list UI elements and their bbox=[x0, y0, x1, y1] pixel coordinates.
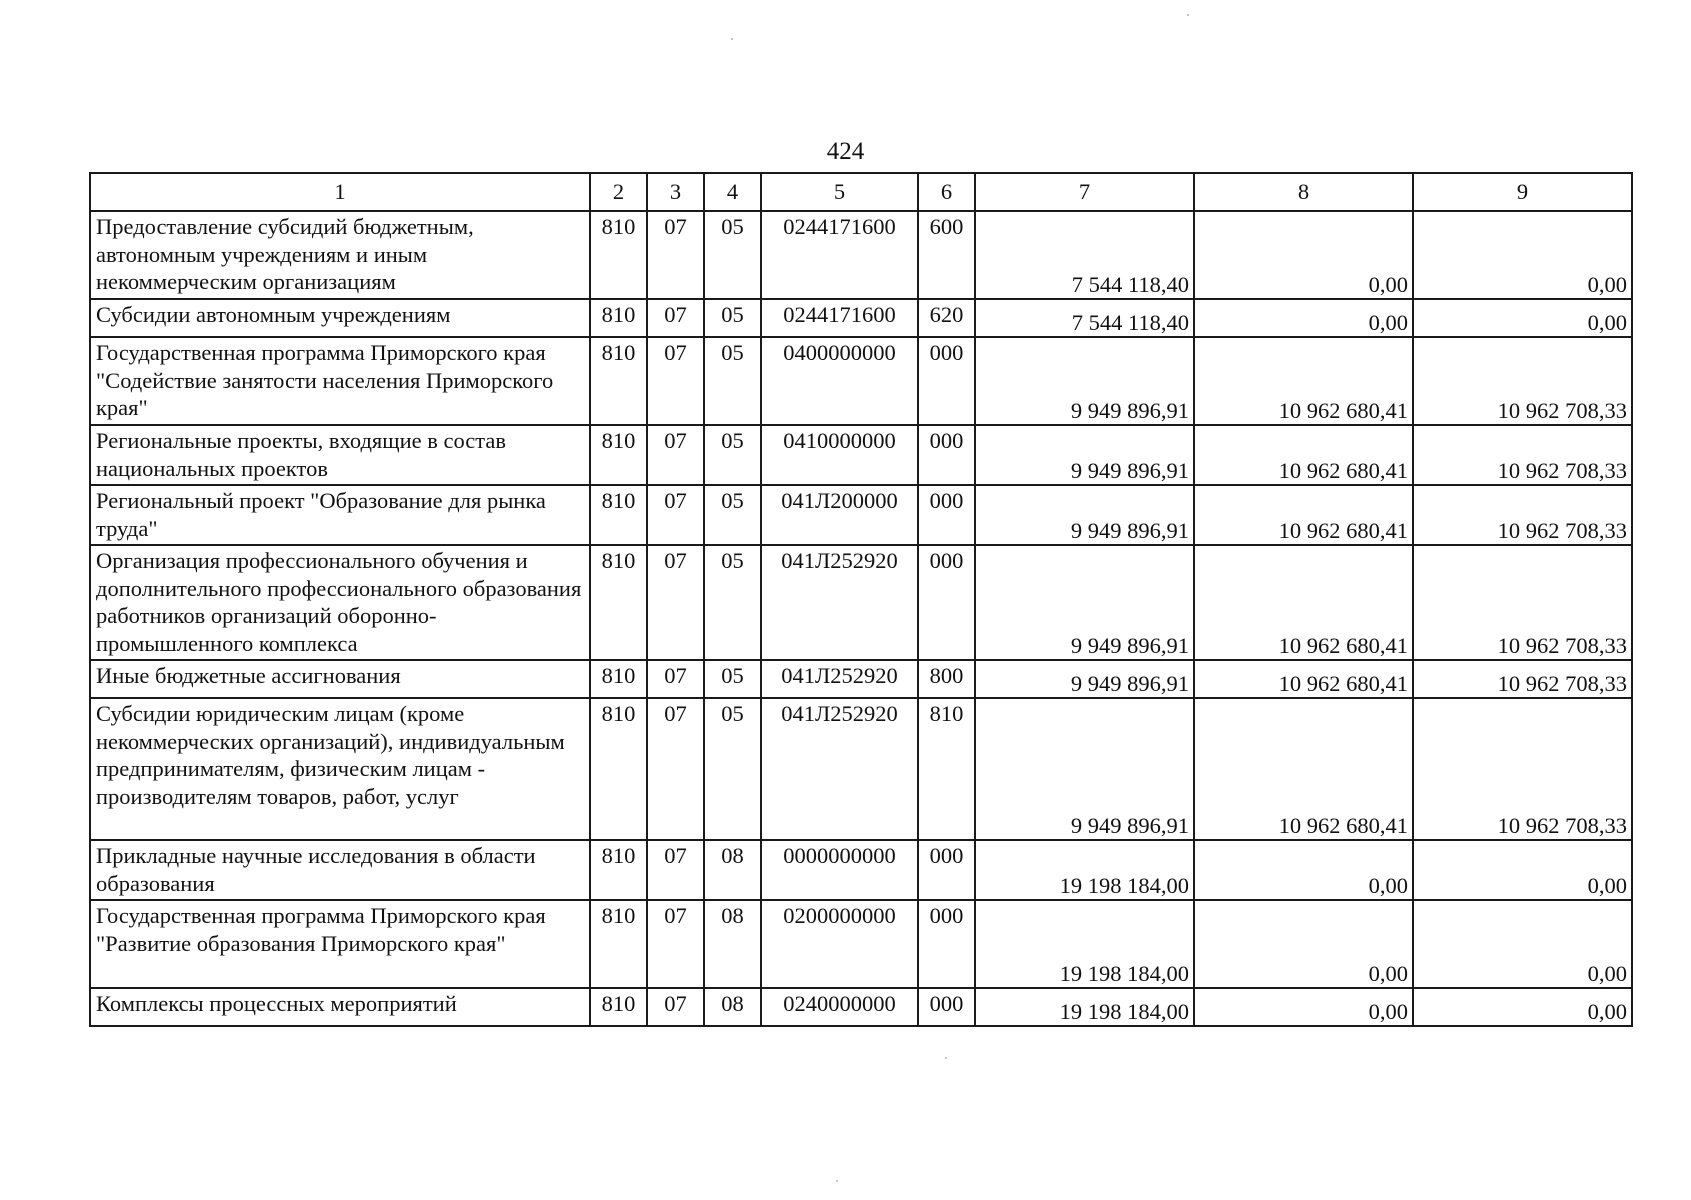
section-code: 07 bbox=[647, 900, 704, 988]
amount-col-7: 19 198 184,00 bbox=[975, 900, 1194, 988]
amount-col-8: 0,00 bbox=[1194, 900, 1413, 988]
row-name: Региональные проекты, входящие в состав национальных проектов bbox=[90, 425, 590, 485]
scan-speck bbox=[1187, 14, 1189, 16]
ministry-code: 810 bbox=[590, 660, 647, 698]
expense-type-code: 620 bbox=[918, 299, 975, 337]
row-name: Комплексы процессных мероприятий bbox=[90, 988, 590, 1026]
table-row bbox=[90, 900, 1632, 988]
expense-type-code: 600 bbox=[918, 211, 975, 299]
scan-speck bbox=[945, 1057, 947, 1059]
ministry-code: 810 bbox=[590, 900, 647, 988]
ministry-code: 810 bbox=[590, 425, 647, 485]
amount-col-9: 0,00 bbox=[1413, 840, 1632, 900]
header-cell: 3 bbox=[647, 173, 704, 211]
amount-col-9: 0,00 bbox=[1413, 299, 1632, 337]
section-code: 07 bbox=[647, 988, 704, 1026]
ministry-code: 810 bbox=[590, 840, 647, 900]
header-cell: 4 bbox=[704, 173, 761, 211]
subsection-code: 05 bbox=[704, 337, 761, 425]
header-cell: 6 bbox=[918, 173, 975, 211]
expense-type-code: 000 bbox=[918, 900, 975, 988]
header-cell: 7 bbox=[975, 173, 1194, 211]
ministry-code: 810 bbox=[590, 299, 647, 337]
target-code: 0200000000 bbox=[761, 900, 918, 988]
row-name: Государственная программа Приморского края "Содействие занятости населения Приморского края" bbox=[90, 337, 590, 425]
subsection-code: 05 bbox=[704, 299, 761, 337]
row-name: Региональный проект "Образование для рынка труда" bbox=[90, 485, 590, 545]
header-cell: 8 bbox=[1194, 173, 1413, 211]
table-row bbox=[90, 425, 1632, 485]
table-row bbox=[90, 660, 1632, 698]
section-code: 07 bbox=[647, 660, 704, 698]
amount-col-8: 0,00 bbox=[1194, 840, 1413, 900]
subsection-code: 08 bbox=[704, 988, 761, 1026]
target-code: 0244171600 bbox=[761, 211, 918, 299]
table-row bbox=[90, 299, 1632, 337]
ministry-code: 810 bbox=[590, 337, 647, 425]
amount-col-8: 10 962 680,41 bbox=[1194, 698, 1413, 840]
amount-col-8: 10 962 680,41 bbox=[1194, 545, 1413, 660]
row-name: Государственная программа Приморского края "Развитие образования Приморского края" bbox=[90, 900, 590, 988]
expense-type-code: 810 bbox=[918, 698, 975, 840]
expense-type-code: 000 bbox=[918, 840, 975, 900]
table-row bbox=[90, 840, 1632, 900]
amount-col-8: 10 962 680,41 bbox=[1194, 337, 1413, 425]
subsection-code: 05 bbox=[704, 425, 761, 485]
budget-table bbox=[89, 172, 1633, 1027]
amount-col-7: 9 949 896,91 bbox=[975, 425, 1194, 485]
amount-col-9: 0,00 bbox=[1413, 900, 1632, 988]
amount-col-7: 9 949 896,91 bbox=[975, 698, 1194, 840]
row-name: Субсидии автономным учреждениям bbox=[90, 299, 590, 337]
header-cell: 2 bbox=[590, 173, 647, 211]
expense-type-code: 000 bbox=[918, 988, 975, 1026]
target-code: 041Л252920 bbox=[761, 545, 918, 660]
row-name: Прикладные научные исследования в области образования bbox=[90, 840, 590, 900]
subsection-code: 05 bbox=[704, 485, 761, 545]
section-code: 07 bbox=[647, 545, 704, 660]
amount-col-8: 0,00 bbox=[1194, 211, 1413, 299]
header-row bbox=[90, 173, 1632, 211]
target-code: 0000000000 bbox=[761, 840, 918, 900]
target-code: 041Л252920 bbox=[761, 698, 918, 840]
amount-col-8: 10 962 680,41 bbox=[1194, 660, 1413, 698]
amount-col-7: 9 949 896,91 bbox=[975, 485, 1194, 545]
amount-col-9: 0,00 bbox=[1413, 211, 1632, 299]
ministry-code: 810 bbox=[590, 698, 647, 840]
section-code: 07 bbox=[647, 698, 704, 840]
table-row bbox=[90, 211, 1632, 299]
amount-col-9: 10 962 708,33 bbox=[1413, 698, 1632, 840]
expense-type-code: 000 bbox=[918, 545, 975, 660]
amount-col-9: 10 962 708,33 bbox=[1413, 485, 1632, 545]
ministry-code: 810 bbox=[590, 988, 647, 1026]
section-code: 07 bbox=[647, 485, 704, 545]
expense-type-code: 800 bbox=[918, 660, 975, 698]
expense-type-code: 000 bbox=[918, 485, 975, 545]
section-code: 07 bbox=[647, 211, 704, 299]
amount-col-7: 7 544 118,40 bbox=[975, 299, 1194, 337]
scan-speck bbox=[731, 38, 733, 40]
amount-col-9: 10 962 708,33 bbox=[1413, 425, 1632, 485]
page-number: 424 bbox=[826, 138, 865, 165]
row-name: Организация профессионального обучения и дополнительного профессионального образования работников организаций оборонно-промышленного комплекса bbox=[90, 545, 590, 660]
amount-col-7: 9 949 896,91 bbox=[975, 660, 1194, 698]
amount-col-7: 19 198 184,00 bbox=[975, 988, 1194, 1026]
amount-col-8: 10 962 680,41 bbox=[1194, 485, 1413, 545]
target-code: 0410000000 bbox=[761, 425, 918, 485]
subsection-code: 05 bbox=[704, 545, 761, 660]
amount-col-7: 19 198 184,00 bbox=[975, 840, 1194, 900]
amount-col-8: 0,00 bbox=[1194, 299, 1413, 337]
amount-col-9: 0,00 bbox=[1413, 988, 1632, 1026]
expense-type-code: 000 bbox=[918, 425, 975, 485]
header-cell: 5 bbox=[761, 173, 918, 211]
amount-col-9: 10 962 708,33 bbox=[1413, 660, 1632, 698]
ministry-code: 810 bbox=[590, 211, 647, 299]
target-code: 0240000000 bbox=[761, 988, 918, 1026]
expense-type-code: 000 bbox=[918, 337, 975, 425]
subsection-code: 08 bbox=[704, 900, 761, 988]
ministry-code: 810 bbox=[590, 545, 647, 660]
table-row bbox=[90, 988, 1632, 1026]
header-cell: 1 bbox=[90, 173, 590, 211]
section-code: 07 bbox=[647, 840, 704, 900]
section-code: 07 bbox=[647, 299, 704, 337]
target-code: 041Л200000 bbox=[761, 485, 918, 545]
table-row bbox=[90, 545, 1632, 660]
table-row bbox=[90, 485, 1632, 545]
target-code: 0244171600 bbox=[761, 299, 918, 337]
subsection-code: 05 bbox=[704, 211, 761, 299]
subsection-code: 05 bbox=[704, 660, 761, 698]
subsection-code: 08 bbox=[704, 840, 761, 900]
amount-col-8: 0,00 bbox=[1194, 988, 1413, 1026]
row-name: Субсидии юридическим лицам (кроме некоммерческих организаций), индивидуальным предпринимателям, физическим лицам - производителям товаров, работ, услуг bbox=[90, 698, 590, 840]
ministry-code: 810 bbox=[590, 485, 647, 545]
amount-col-9: 10 962 708,33 bbox=[1413, 337, 1632, 425]
header-cell: 9 bbox=[1413, 173, 1632, 211]
row-name: Иные бюджетные ассигнования bbox=[90, 660, 590, 698]
row-name: Предоставление субсидий бюджетным, автономным учреждениям и иным некоммерческим организациям bbox=[90, 211, 590, 299]
amount-col-7: 9 949 896,91 bbox=[975, 545, 1194, 660]
section-code: 07 bbox=[647, 425, 704, 485]
amount-col-7: 7 544 118,40 bbox=[975, 211, 1194, 299]
table-row bbox=[90, 698, 1632, 840]
amount-col-7: 9 949 896,91 bbox=[975, 337, 1194, 425]
amount-col-9: 10 962 708,33 bbox=[1413, 545, 1632, 660]
target-code: 041Л252920 bbox=[761, 660, 918, 698]
scan-speck bbox=[836, 1180, 838, 1182]
amount-col-8: 10 962 680,41 bbox=[1194, 425, 1413, 485]
table-row bbox=[90, 337, 1632, 425]
target-code: 0400000000 bbox=[761, 337, 918, 425]
subsection-code: 05 bbox=[704, 698, 761, 840]
section-code: 07 bbox=[647, 337, 704, 425]
